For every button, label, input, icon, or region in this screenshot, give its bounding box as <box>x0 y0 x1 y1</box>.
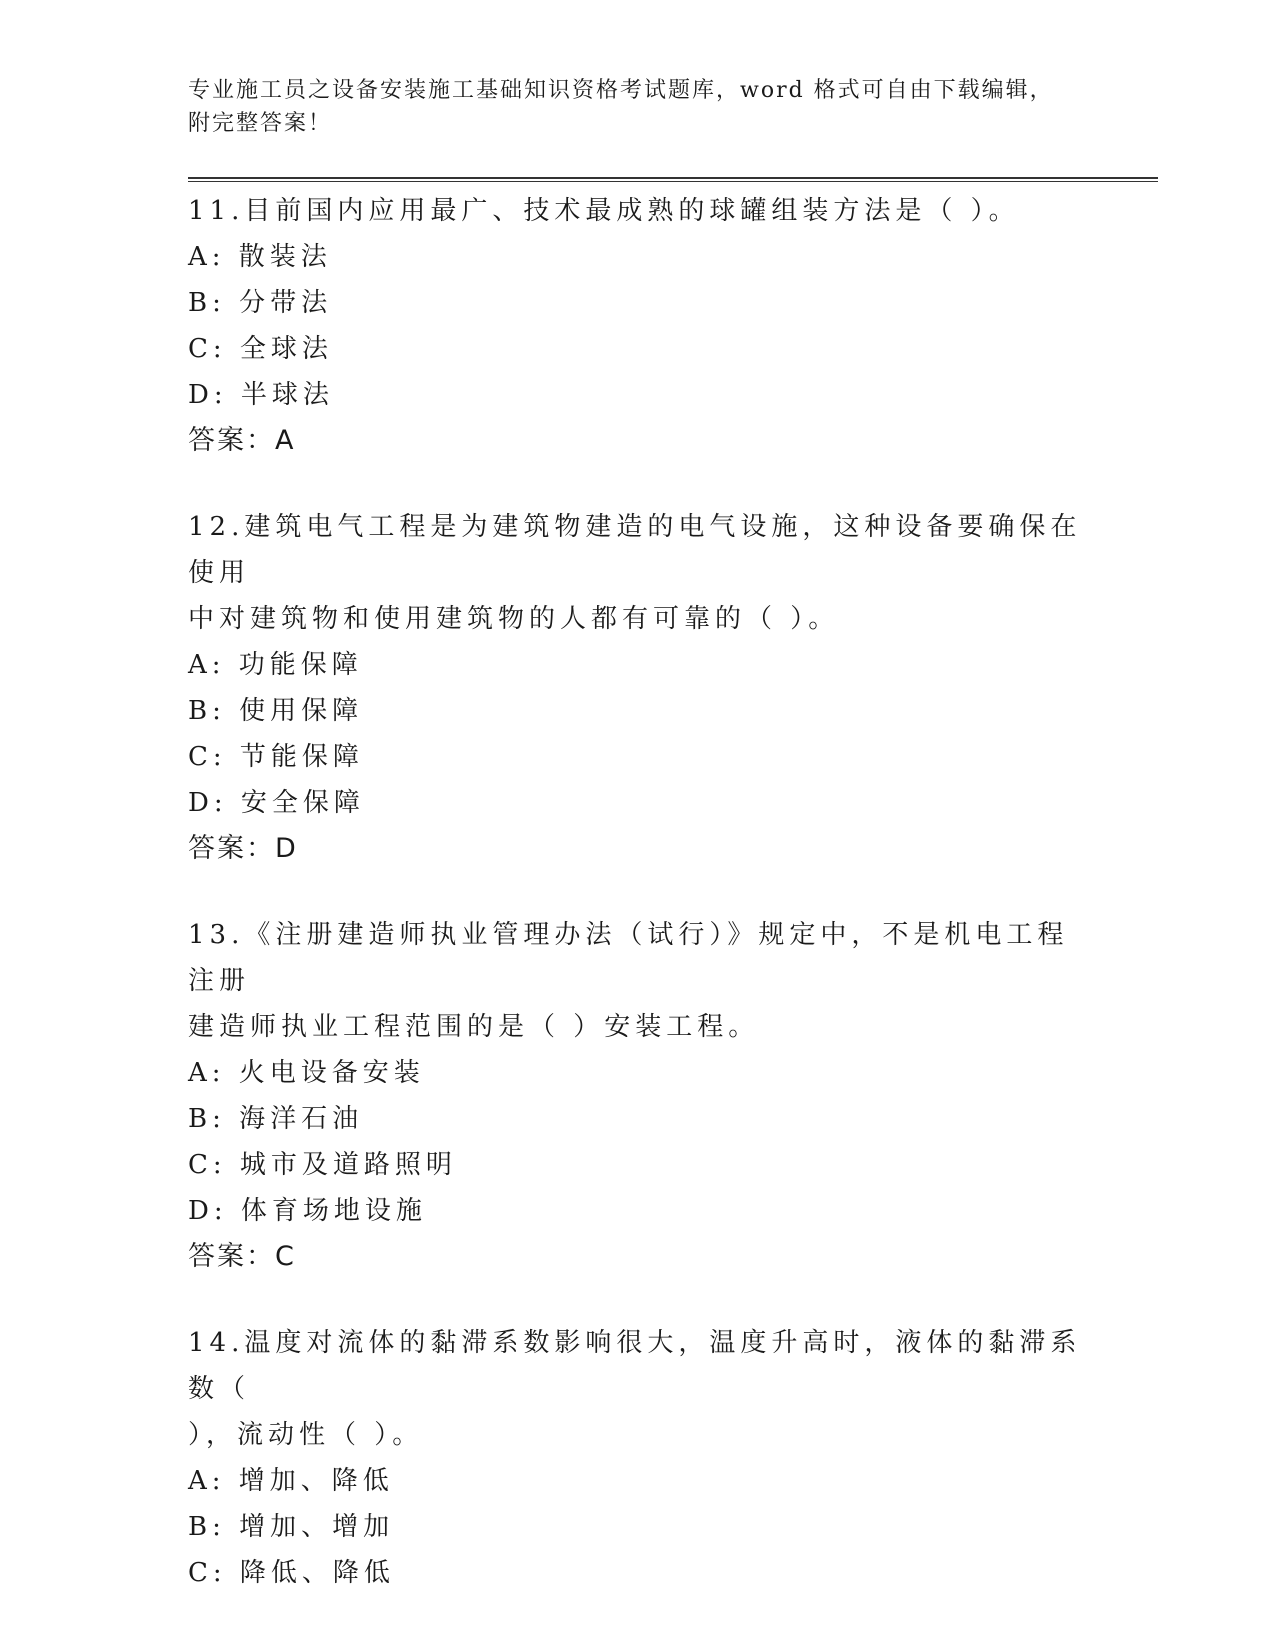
question-stem-line: 13.《注册建造师执业管理办法（试行）》规定中，不是机电工程注册 <box>188 920 1069 996</box>
answer-option: B: 增加、增加 <box>188 1512 395 1542</box>
answer-key: 答案：C <box>188 1241 296 1272</box>
question-stem-line: 12.建筑电气工程是为建筑物建造的电气设施，这种设备要确保在使用 <box>188 512 1082 588</box>
answer-option: C: 节能保障 <box>188 742 364 772</box>
question-list <box>188 188 1088 1636</box>
question-stem-line: 中对建筑物和使用建筑物的人都有可靠的（ ）。 <box>188 604 840 634</box>
question-stem-line: ），流动性（ ）。 <box>188 1420 424 1450</box>
answer-key: 答案：A <box>188 425 296 456</box>
document-header <box>188 74 1068 140</box>
question-block <box>188 912 1088 1280</box>
header-line-1: 专业施工员之设备安装施工基础知识资格考试题库，word 格式可自由下载编辑， <box>188 78 1054 103</box>
header-line-2: 附完整答案！ <box>188 111 333 136</box>
answer-option: A: 火电设备安装 <box>188 1058 425 1088</box>
answer-key: 答案：D <box>188 833 298 864</box>
answer-option: B: 分带法 <box>188 288 333 318</box>
answer-option: B: 使用保障 <box>188 696 364 726</box>
question-block <box>188 504 1088 872</box>
answer-option: C: 降低、降低 <box>188 1558 395 1588</box>
answer-option: D: 安全保障 <box>188 788 365 818</box>
answer-option: A: 功能保障 <box>188 650 363 680</box>
question-stem-line: 11.目前国内应用最广、技术最成熟的球罐组装方法是（ ）。 <box>188 196 1020 226</box>
answer-option: C: 城市及道路照明 <box>188 1150 457 1180</box>
answer-option: D: 体育场地设施 <box>188 1196 427 1226</box>
answer-option: D: 半球法 <box>188 380 334 410</box>
header-divider-thin <box>188 181 1158 182</box>
question-stem-line: 建造师执业工程范围的是（ ）安装工程。 <box>188 1012 760 1042</box>
question-block <box>188 1320 1088 1596</box>
question-stem-line: 14.温度对流体的黏滞系数影响很大，温度升高时，液体的黏滞系数（ <box>188 1328 1082 1404</box>
header-divider-thick <box>188 177 1158 179</box>
answer-option: A: 散装法 <box>188 242 332 272</box>
answer-option: B: 海洋石油 <box>188 1104 364 1134</box>
answer-option: C: 全球法 <box>188 334 333 364</box>
answer-option: A: 增加、降低 <box>188 1466 394 1496</box>
question-block <box>188 188 1088 464</box>
